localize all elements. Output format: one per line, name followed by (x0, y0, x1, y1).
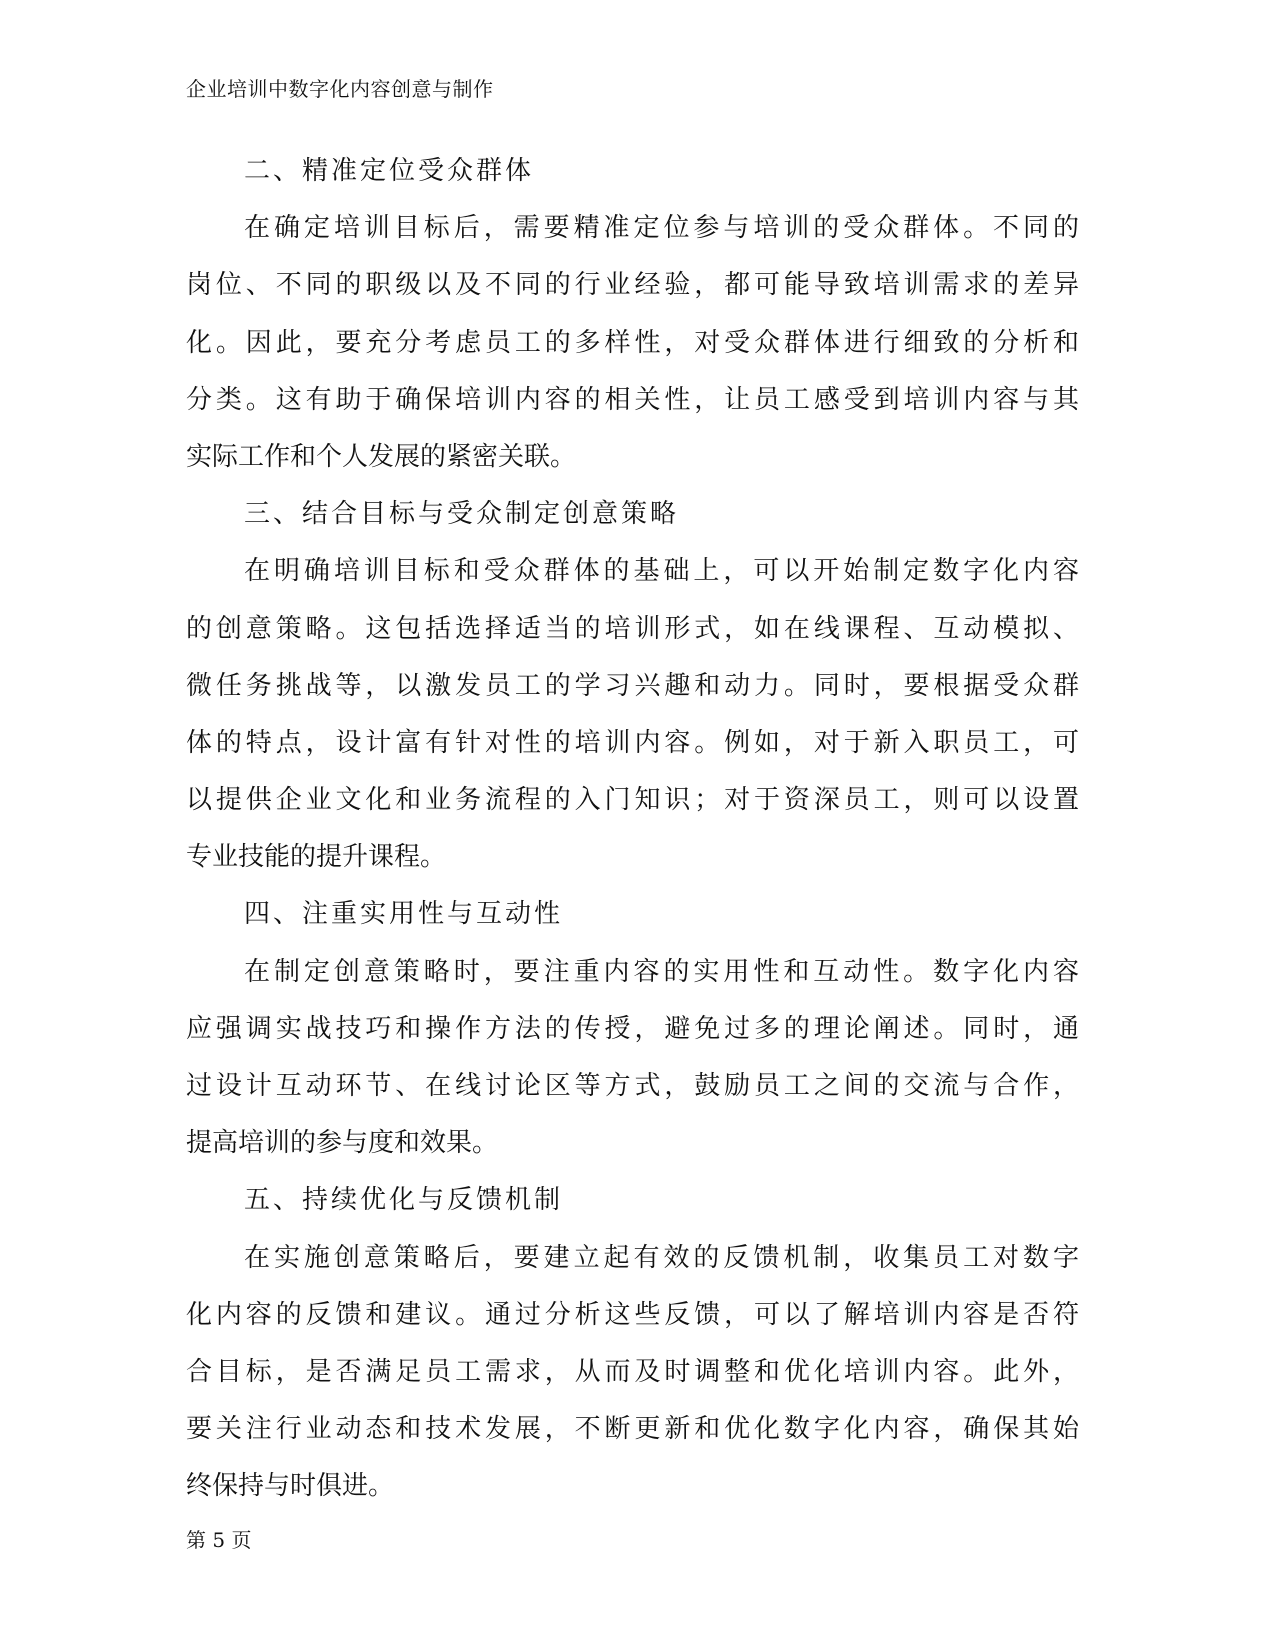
paragraph-line: 微任务挑战等，以激发员工的学习兴趣和动力。同时，要根据受众群 (186, 670, 1079, 701)
paragraph-line: 岗位、不同的职级以及不同的行业经验，都可能导致培训需求的差异 (186, 270, 1079, 301)
paragraph-line: 以提供企业文化和业务流程的入门知识；对于资深员工，则可以设置 (186, 785, 1079, 816)
paragraph-line: 分类。这有助于确保培训内容的相关性，让员工感受到培训内容与其 (186, 384, 1079, 415)
section-heading: 五、持续优化与反馈机制 (244, 1185, 564, 1216)
paragraph-line: 的创意策略。这包括选择适当的培训形式，如在线课程、互动模拟、 (186, 613, 1079, 644)
paragraph-line: 化内容的反馈和建议。通过分析这些反馈，可以了解培训内容是否符 (186, 1299, 1079, 1330)
paragraph-line: 体的特点，设计富有针对性的培训内容。例如，对于新入职员工，可 (186, 727, 1079, 758)
paragraph-line: 实际工作和个人发展的紧密关联。 (186, 441, 577, 472)
paragraph-line: 终保持与时俱进。 (186, 1471, 395, 1502)
running-header: 企业培训中数字化内容创意与制作 (186, 77, 494, 101)
page-number: 第 5 页 (186, 1528, 252, 1552)
paragraph-line: 化。因此，要充分考虑员工的多样性，对受众群体进行细致的分析和 (186, 327, 1079, 358)
paragraph-line: 要关注行业动态和技术发展，不断更新和优化数字化内容，确保其始 (186, 1414, 1079, 1445)
document-body (186, 143, 1079, 1516)
section-heading: 三、结合目标与受众制定创意策略 (244, 499, 680, 530)
paragraph-line: 应强调实战技巧和操作方法的传授，避免过多的理论阐述。同时，通 (186, 1013, 1079, 1044)
paragraph-line: 提高培训的参与度和效果。 (186, 1128, 499, 1159)
section-heading: 四、注重实用性与互动性 (244, 899, 564, 930)
paragraph-line: 在实施创意策略后，要建立起有效的反馈机制，收集员工对数字 (244, 1242, 1079, 1273)
paragraph-line: 专业技能的提升课程。 (186, 842, 447, 873)
paragraph-line: 过设计互动环节、在线讨论区等方式，鼓励员工之间的交流与合作， (186, 1071, 1079, 1101)
paragraph-line: 合目标，是否满足员工需求，从而及时调整和优化培训内容。此外， (186, 1356, 1079, 1387)
paragraph-line: 在确定培训目标后，需要精准定位参与培训的受众群体。不同的 (244, 213, 1079, 244)
paragraph-line: 在制定创意策略时，要注重内容的实用性和互动性。数字化内容 (244, 956, 1079, 987)
section-heading: 二、精准定位受众群体 (244, 156, 535, 186)
paragraph-line: 在明确培训目标和受众群体的基础上，可以开始制定数字化内容 (244, 556, 1079, 587)
